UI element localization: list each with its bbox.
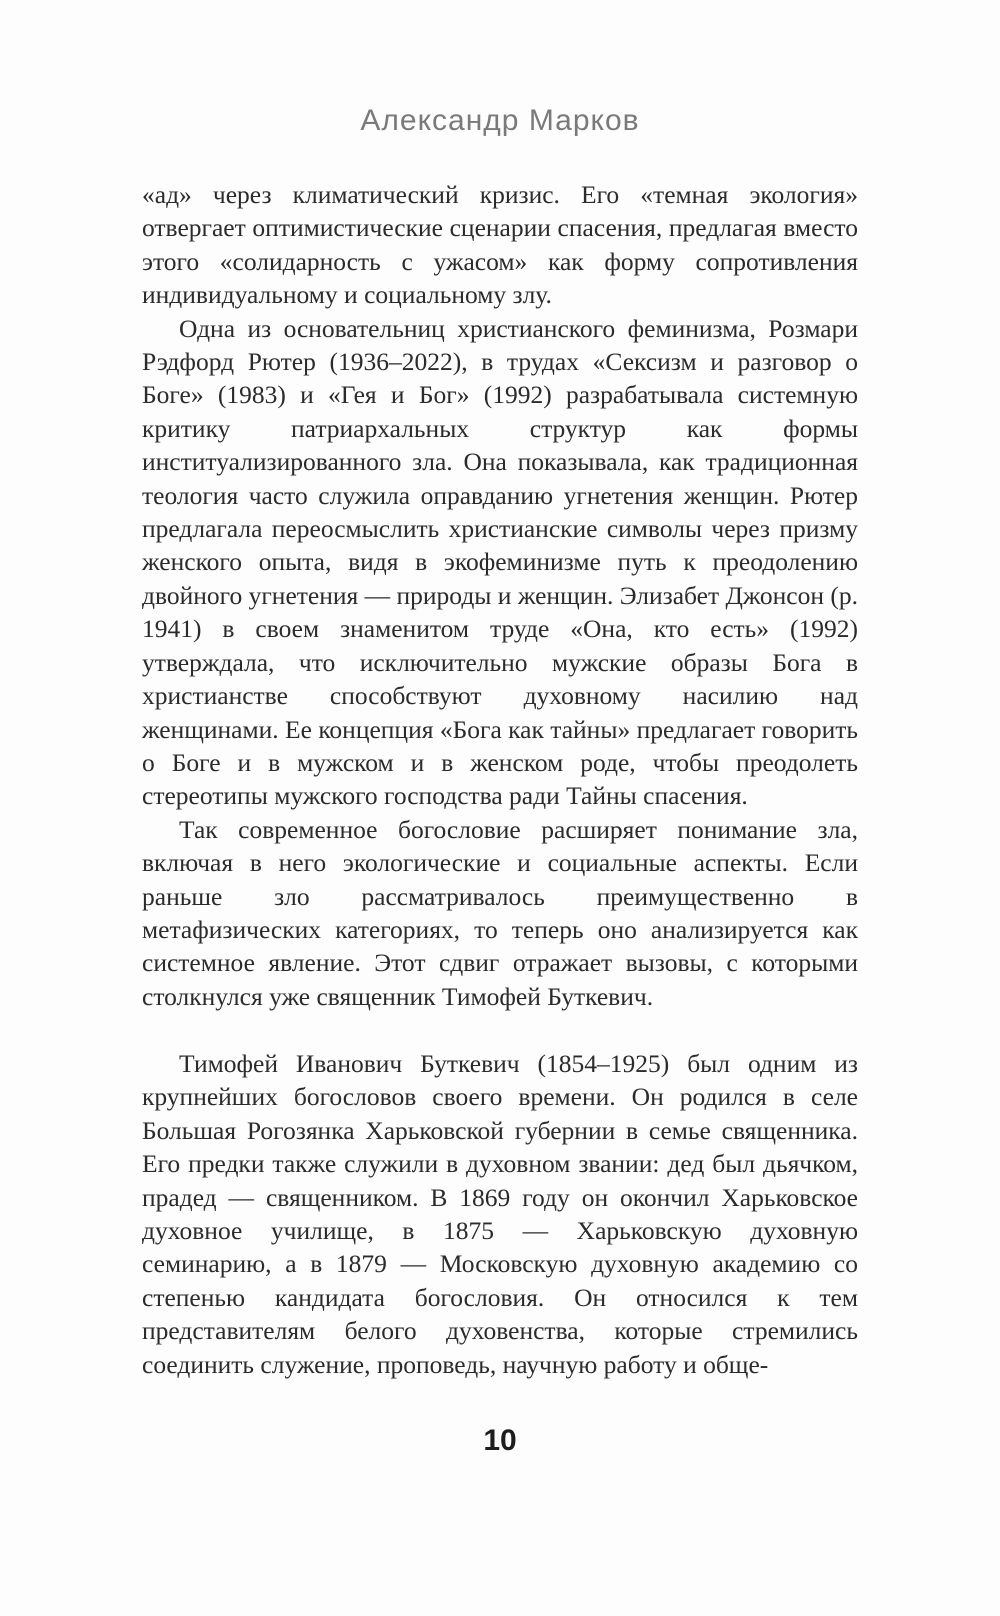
text-section-1 <box>142 178 858 1013</box>
running-head-author: Александр Марков <box>360 104 640 137</box>
text-section-2 <box>142 1047 858 1381</box>
paragraph-continuation: «ад» через климатический кризис. Его «темная экология» отвергает оптимистические сценарии спасения, предлагая вместо этого «солидарность с ужасом» как форму сопротивления индивидуальному и социальному злу. <box>142 180 858 310</box>
paragraph: Одна из основательниц христианского феминизма, Розмари Рэдфорд Рютер (1936–2022), в трудах «Сексизм и разговор о Боге» (1983) и «Гея и Бог» (1992) разрабатывала системную критику патриархальных структур как формы институализированного зла. Она показывала, как традиционная теология часто служила оправданию угнетения женщин. Рютер предлагала переосмыслить христианские символы через призму женского опыта, видя в экофеминизме путь к преодолению двойного угнетения — природы и женщин. Элизабет Джонсон (р. 1941) в своем знаменитом труде «Она, кто есть» (1992) утверждала, что исключительно мужские образы Бога в христианстве способствуют духовному насилию над женщинами. Ее концепция «Бога как тайны» предлагает говорить о Боге и в мужском и в женском роде, чтобы преодолеть стереотипы мужского господства ради Тайны спасения. <box>142 313 858 811</box>
paragraph: Тимофей Иванович Буткевич (1854–1925) был одним из крупнейших богословов своего времени. Он родился в селе Большая Рогозянка Харьковской губернии в семье священника. Его предки также служили в духовном звании: дед был дьячком, прадед — священником. В 1869 году он окончил Харьковское духовное училище, в 1875 — Харьковскую духовную семинарию, а в 1879 — Московскую духовную академию со степенью кандидата богословия. Он относился к тем представителям белого духовенства, которые стремились соединить служение, проповедь, научную работу и обще- <box>142 1049 858 1379</box>
page-number: 10 <box>483 1424 517 1457</box>
paragraph: Так современное богословие расширяет понимание зла, включая в него экологические и социальные аспекты. Если раньше зло рассматривалось преимущественно в метафизических категориях, то теперь оно анализируется как системное явление. Этот сдвиг отражает вызовы, с которыми столкнулся уже священник Тимофей Буткевич. <box>142 814 858 1011</box>
